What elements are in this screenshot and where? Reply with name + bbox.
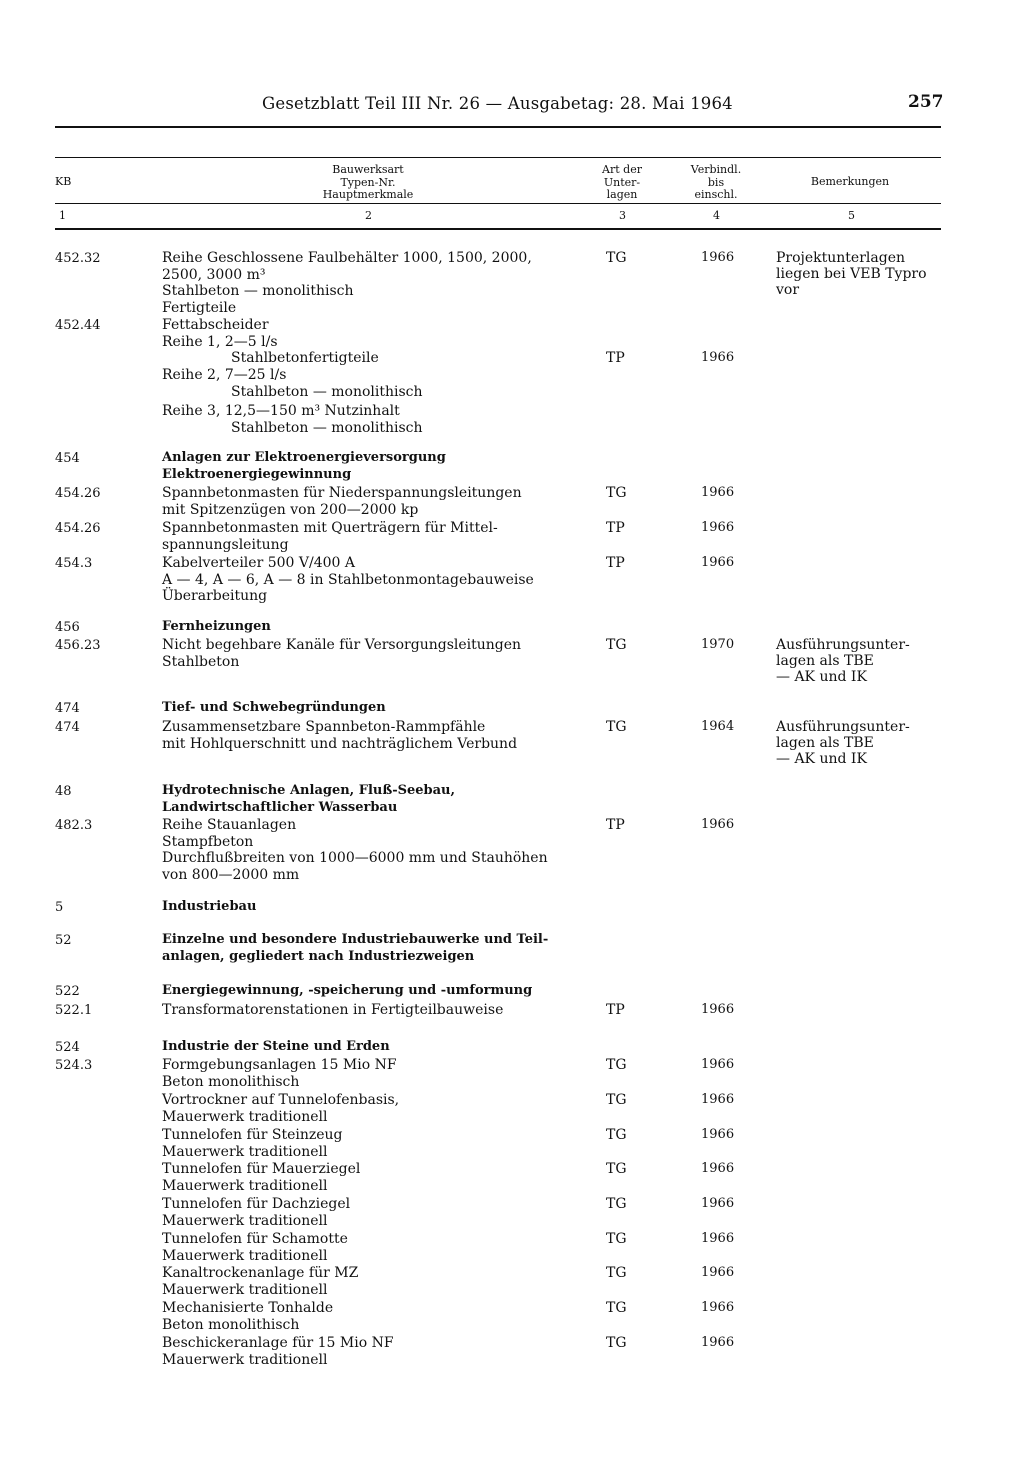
description-line: Beschickeranlage für 15 Mio NF xyxy=(162,1335,394,1351)
document-type: TG xyxy=(606,1127,627,1143)
section-heading xyxy=(162,899,582,916)
description-line: Industriebau xyxy=(162,899,257,914)
remarks-line: — AK und IK xyxy=(776,751,867,767)
remarks-line: — AK und IK xyxy=(776,669,867,685)
document-type: TG xyxy=(606,1196,627,1212)
description-line: Mauerwerk traditionell xyxy=(162,1351,328,1368)
section-heading xyxy=(162,700,582,717)
description xyxy=(162,520,582,553)
document-type: TP xyxy=(606,817,625,833)
description-line: Tunnelofen für Steinzeug xyxy=(162,1127,343,1143)
document-type: TG xyxy=(606,250,627,266)
remarks-line: liegen bei VEB Typro xyxy=(776,266,927,282)
document-type: TG xyxy=(606,1265,627,1281)
document-type: TG xyxy=(606,485,627,501)
description-line: Stahlbeton — monolithisch xyxy=(231,383,423,400)
binding-year: 1966 xyxy=(701,1002,735,1017)
binding-year: 1966 xyxy=(701,1127,735,1142)
description xyxy=(162,1161,582,1194)
description-line: Reihe 3, 12,5—150 m³ Nutzinhalt xyxy=(162,403,400,419)
binding-year: 1966 xyxy=(701,250,735,265)
column-header-bemerkungen: Bemerkungen xyxy=(810,175,890,188)
description-line: Mauerwerk traditionell xyxy=(162,1108,328,1125)
document-type: TG xyxy=(606,637,627,653)
description xyxy=(162,317,582,367)
remarks xyxy=(776,637,946,685)
description-line: Reihe Geschlossene Faulbehälter 1000, 1500, 2000, xyxy=(162,250,532,266)
description-line: von 800—2000 mm xyxy=(162,866,300,883)
description-line: Mauerwerk traditionell xyxy=(162,1247,328,1264)
section-heading xyxy=(162,1039,582,1056)
description-line: Spannbetonmasten für Niederspannungsleitungen xyxy=(162,485,522,501)
description xyxy=(162,1335,582,1368)
binding-year: 1966 xyxy=(701,1335,735,1350)
binding-year: 1970 xyxy=(701,637,735,652)
document-type: TG xyxy=(606,1335,627,1351)
description xyxy=(162,1196,582,1229)
kb-number: 522.1 xyxy=(55,1003,93,1018)
description xyxy=(162,817,582,883)
description-line: Zusammensetzbare Spannbeton-Rammpfähle xyxy=(162,719,486,735)
description-line: Spannbetonmasten mit Querträgern für Mittel- xyxy=(162,520,498,536)
description-line: Anlagen zur Elektroenergieversorgung xyxy=(162,450,446,465)
description-line: Kanaltrockenanlage für MZ xyxy=(162,1265,359,1281)
description-line: Transformatorenstationen in Fertigteilbauweise xyxy=(162,1002,504,1018)
description xyxy=(162,367,582,400)
kb-number: 524.3 xyxy=(55,1058,93,1073)
remarks xyxy=(776,719,946,767)
description-line: Fettabscheider xyxy=(162,317,269,333)
kb-number: 48 xyxy=(55,784,72,799)
description-line: mit Spitzenzügen von 200—2000 kp xyxy=(162,501,419,518)
description-line: Beton monolithisch xyxy=(162,1316,300,1333)
description-line: Mauerwerk traditionell xyxy=(162,1143,328,1160)
column-number: 1 xyxy=(59,209,66,222)
description-line: Reihe 1, 2—5 l/s xyxy=(162,333,278,350)
description xyxy=(162,719,582,752)
binding-year: 1966 xyxy=(701,1196,735,1211)
description xyxy=(162,485,582,518)
description-line: Hydrotechnische Anlagen, Fluß-Seebau, xyxy=(162,783,456,798)
column-number: 3 xyxy=(619,209,626,222)
description-line: Vortrockner auf Tunnelofenbasis, xyxy=(162,1092,400,1108)
description-line: A — 4, A — 6, A — 8 in Stahlbetonmontagebauweise xyxy=(162,571,534,588)
description xyxy=(162,1231,582,1264)
description-line: Mauerwerk traditionell xyxy=(162,1281,328,1298)
document-type: TG xyxy=(606,1161,627,1177)
remarks-line: Ausführungsunter- xyxy=(776,637,910,653)
description xyxy=(162,403,582,436)
description-line: 2500, 3000 m³ xyxy=(162,266,266,283)
binding-year: 1966 xyxy=(701,1057,735,1072)
remarks-line: vor xyxy=(776,282,800,298)
remarks xyxy=(776,250,946,298)
description-line: Beton monolithisch xyxy=(162,1073,300,1090)
document-type: TP xyxy=(606,350,625,366)
column-header-rule xyxy=(55,203,941,204)
description-line: Stahlbetonfertigteile xyxy=(231,350,379,366)
description-line: Mauerwerk traditionell xyxy=(162,1177,328,1194)
description-line: Reihe 2, 7—25 l/s xyxy=(162,367,287,383)
section-heading xyxy=(162,619,582,636)
binding-year: 1966 xyxy=(701,1231,735,1246)
kb-number: 454.26 xyxy=(55,486,101,501)
kb-number: 5 xyxy=(55,900,64,915)
binding-year: 1964 xyxy=(701,719,735,734)
document-type: TG xyxy=(606,1057,627,1073)
column-number-rule xyxy=(55,228,941,230)
remarks-line: Ausführungsunter- xyxy=(776,719,910,735)
description xyxy=(162,1300,582,1333)
description-line: Landwirtschaftlicher Wasserbau xyxy=(162,799,398,815)
description-line: Überarbeitung xyxy=(162,588,268,604)
kb-number: 452.44 xyxy=(55,318,101,333)
page-number: 257 xyxy=(908,92,944,112)
binding-year: 1966 xyxy=(701,1161,735,1176)
document-type: TG xyxy=(606,1231,627,1247)
kb-number: 482.3 xyxy=(55,818,93,833)
description-line: Stahlbeton — monolithisch xyxy=(162,283,354,299)
section-heading xyxy=(162,932,582,965)
remarks-line: lagen als TBE xyxy=(776,653,874,669)
description-line: Stahlbeton xyxy=(162,653,240,670)
column-header-kb: KB xyxy=(55,175,72,188)
document-type: TP xyxy=(606,520,625,536)
table-top-rule xyxy=(55,157,941,158)
kb-number: 52 xyxy=(55,933,72,948)
description-line: Energiegewinnung, -speicherung und -umformung xyxy=(162,983,533,998)
kb-number: 474 xyxy=(55,720,80,735)
description xyxy=(162,1127,582,1160)
document-type: TG xyxy=(606,719,627,735)
document-type: TG xyxy=(606,1300,627,1316)
description-line: Einzelne und besondere Industriebauwerke und Teil- xyxy=(162,932,549,947)
remarks-line: lagen als TBE xyxy=(776,735,874,751)
column-header-bauwerksart: Bauwerksart Typen-Nr. Hauptmerkmale xyxy=(322,163,414,201)
document-type: TP xyxy=(606,555,625,571)
kb-number: 454 xyxy=(55,451,80,466)
header-rule xyxy=(55,126,941,128)
column-header-art: Art der Unter- lagen xyxy=(602,163,642,201)
description xyxy=(162,1265,582,1298)
description xyxy=(162,637,582,670)
description-line: Tunnelofen für Mauerziegel xyxy=(162,1161,361,1177)
column-number: 5 xyxy=(848,209,855,222)
description-line: Elektroenergiegewinnung xyxy=(162,466,352,482)
column-number: 4 xyxy=(713,209,720,222)
description-line: Fertigteile xyxy=(162,299,237,316)
description-line: spannungsleitung xyxy=(162,536,289,553)
description-line: Kabelverteiler 500 V/400 A xyxy=(162,555,355,571)
kb-number: 456.23 xyxy=(55,638,101,653)
binding-year: 1966 xyxy=(701,1300,735,1315)
description-line: Industrie der Steine und Erden xyxy=(162,1039,390,1054)
binding-year: 1966 xyxy=(701,817,735,832)
document-type: TP xyxy=(606,1002,625,1018)
kb-number: 454.26 xyxy=(55,521,101,536)
remarks-line: Projektunterlagen xyxy=(776,250,906,266)
description-line: Formgebungsanlagen 15 Mio NF xyxy=(162,1057,397,1073)
description xyxy=(162,250,582,316)
description-line: Mechanisierte Tonhalde xyxy=(162,1300,334,1316)
description-line: Mauerwerk traditionell xyxy=(162,1212,328,1229)
binding-year: 1966 xyxy=(701,350,735,365)
kb-number: 452.32 xyxy=(55,251,101,266)
description xyxy=(162,555,582,605)
description-line: Fernheizungen xyxy=(162,619,271,634)
binding-year: 1966 xyxy=(701,520,735,535)
kb-number: 454.3 xyxy=(55,556,93,571)
kb-number: 456 xyxy=(55,620,80,635)
description xyxy=(162,1002,582,1019)
binding-year: 1966 xyxy=(701,1265,735,1280)
binding-year: 1966 xyxy=(701,1092,735,1107)
section-heading xyxy=(162,450,582,483)
description xyxy=(162,1057,582,1090)
description-line: Nicht begehbare Kanäle für Versorgungsleitungen xyxy=(162,637,522,653)
section-heading xyxy=(162,783,582,816)
column-header-verbindl: Verbindl. bis einschl. xyxy=(690,163,742,201)
binding-year: 1966 xyxy=(701,485,735,500)
binding-year: 1966 xyxy=(701,555,735,570)
kb-number: 474 xyxy=(55,701,80,716)
description-line: Tief- und Schwebegründungen xyxy=(162,700,386,715)
description-line: Stampfbeton xyxy=(162,833,254,850)
description-line: anlagen, gegliedert nach Industriezweigen xyxy=(162,948,475,964)
description-line: Reihe Stauanlagen xyxy=(162,817,297,833)
description-line: Durchflußbreiten von 1000—6000 mm und Stauhöhen xyxy=(162,850,548,866)
column-number: 2 xyxy=(365,209,372,222)
description-line: mit Hohlquerschnitt und nachträglichem Verbund xyxy=(162,735,518,752)
description xyxy=(162,1092,582,1125)
description-line: Tunnelofen für Schamotte xyxy=(162,1231,348,1247)
kb-number: 524 xyxy=(55,1040,80,1055)
document-type: TG xyxy=(606,1092,627,1108)
page-header-title: Gesetzblatt Teil III Nr. 26 — Ausgabetag: 28. Mai 1964 xyxy=(262,94,733,113)
description-line: Stahlbeton — monolithisch xyxy=(231,419,423,436)
section-heading xyxy=(162,983,582,1000)
kb-number: 522 xyxy=(55,984,80,999)
description-line: Tunnelofen für Dachziegel xyxy=(162,1196,351,1212)
